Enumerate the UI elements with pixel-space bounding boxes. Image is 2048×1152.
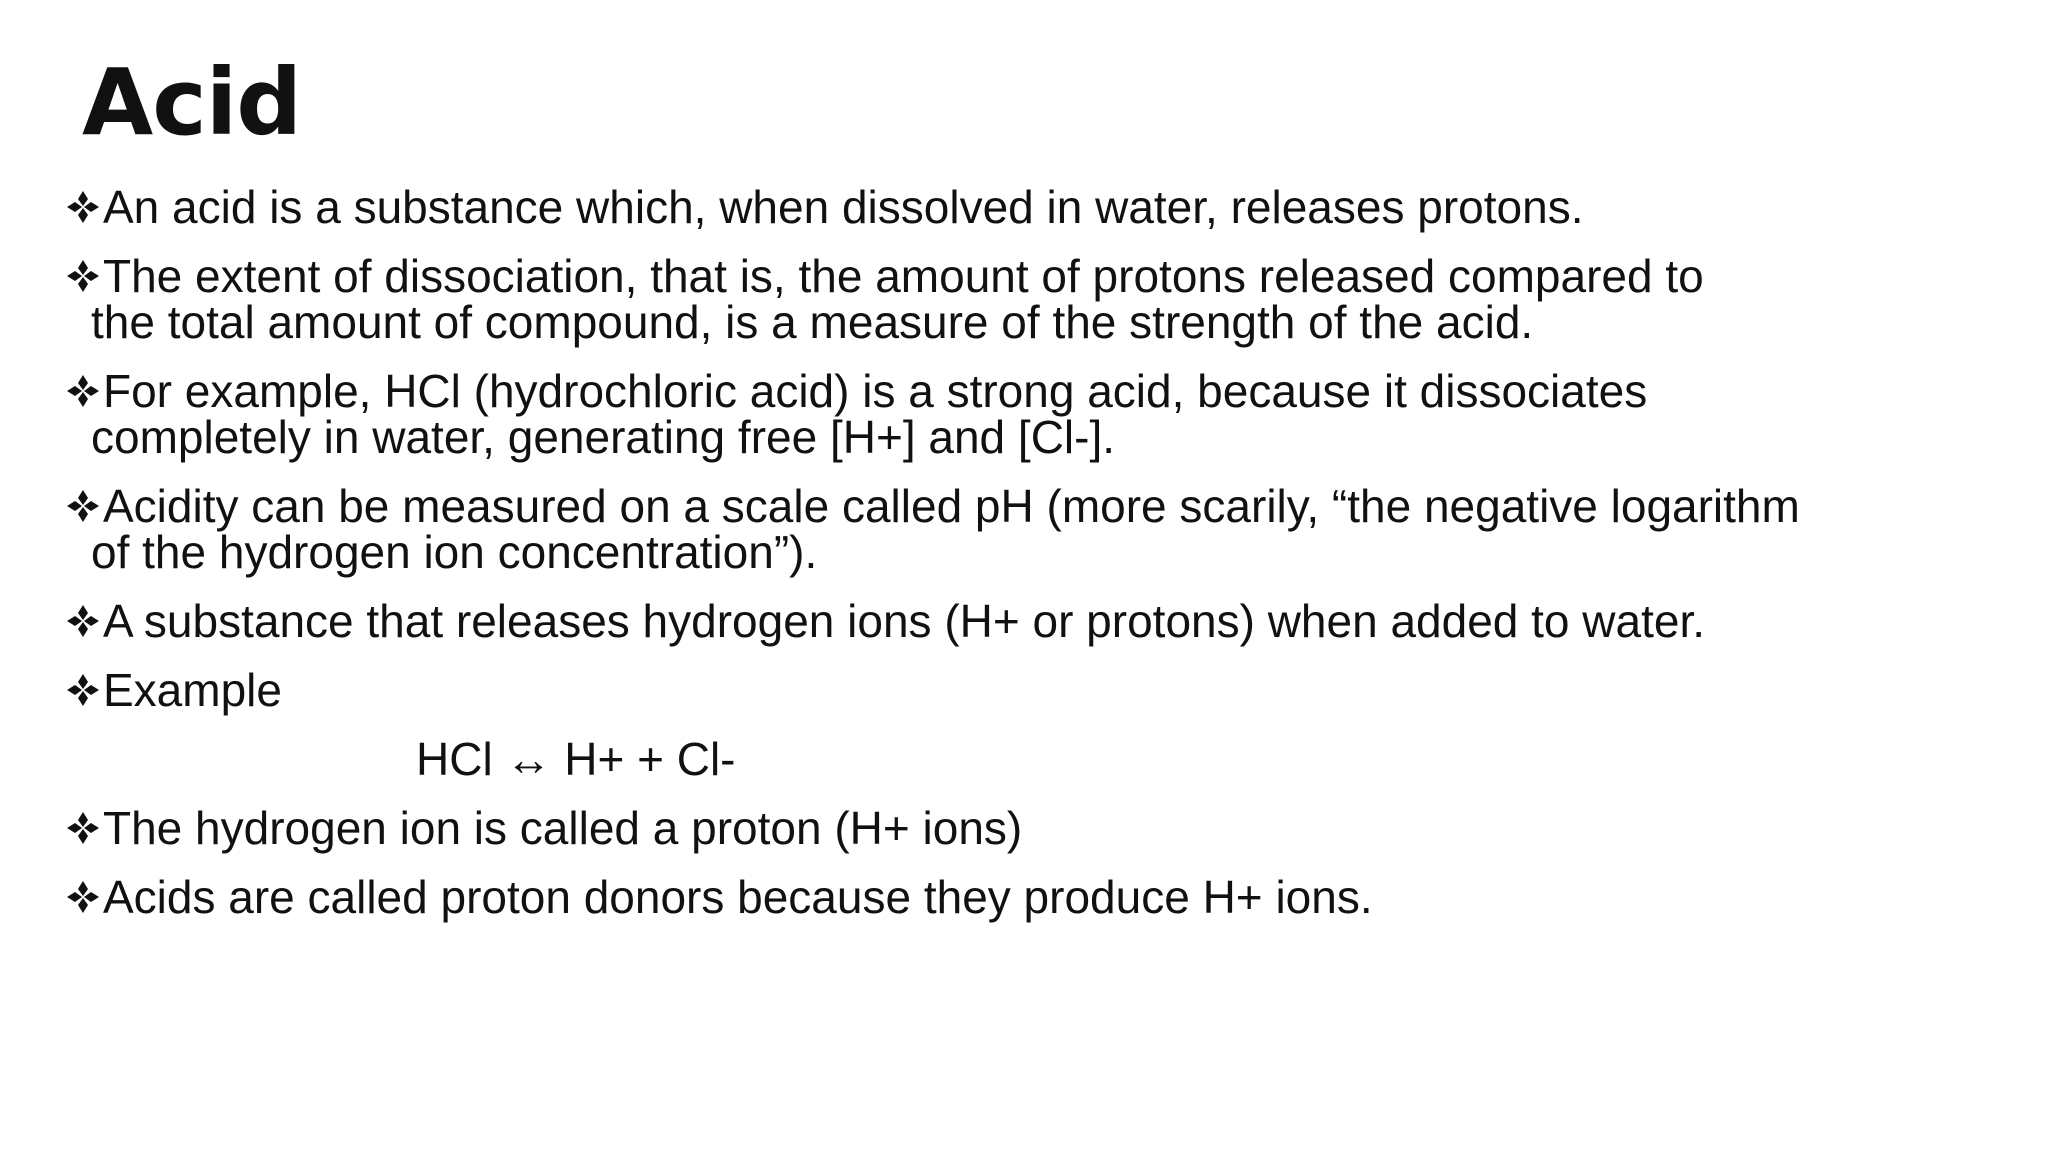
bullet-item: [66, 595, 2016, 647]
bullet-line: Acids are called proton donors because they produce H+ ions.: [103, 871, 1373, 923]
four-diamond-bullet-icon: [66, 374, 100, 408]
bullet-item: [66, 802, 2016, 854]
bullet-line: Acidity can be measured on a scale called pH (more scarily, “the negative logarithm: [103, 480, 1800, 532]
bullet-text: [103, 802, 2016, 854]
bullet-line: For example, HCl (hydrochloric acid) is a strong acid, because it dissociates: [103, 365, 1648, 417]
four-diamond-bullet-icon: [66, 673, 100, 707]
bullet-text: [91, 480, 2016, 578]
four-diamond-bullet-icon: [66, 190, 100, 224]
bullet-line: The hydrogen ion is called a proton (H+ ions): [103, 802, 1023, 854]
bullet-line: the total amount of compound, is a measure of the strength of the acid.: [91, 296, 1534, 348]
bullet-item: [66, 365, 2016, 463]
four-diamond-bullet-icon: [66, 489, 100, 523]
four-diamond-bullet-icon: [66, 811, 100, 845]
four-diamond-bullet-icon: [66, 259, 100, 293]
bullet-line: Example: [103, 664, 282, 716]
bullet-line: An acid is a substance which, when dissolved in water, releases protons.: [103, 181, 1584, 233]
bullet-line: A substance that releases hydrogen ions (H+ or protons) when added to water.: [103, 595, 1706, 647]
bullet-text: [103, 595, 2016, 647]
bullet-text: [91, 250, 2016, 348]
bullet-item: [66, 664, 2016, 716]
bullet-line: of the hydrogen ion concentration”).: [91, 526, 818, 578]
bullet-text: [103, 664, 2016, 716]
bullet-text: [103, 871, 2016, 923]
bullet-text: [103, 181, 2016, 233]
bullet-item: [66, 480, 2016, 578]
four-diamond-bullet-icon: [66, 880, 100, 914]
bullet-item: [66, 871, 2016, 923]
slide-title: Acid: [82, 49, 302, 156]
bullet-item: [66, 181, 2016, 233]
chemical-equation: HCl ↔ H+ + Cl-: [416, 733, 736, 785]
bullet-line: The extent of dissociation, that is, the amount of protons released compared to: [103, 250, 1704, 302]
bullet-line: completely in water, generating free [H+] and [Cl-].: [91, 411, 1116, 463]
bullet-list: [66, 181, 2016, 943]
bullet-text: [91, 365, 2016, 463]
four-diamond-bullet-icon: [66, 604, 100, 638]
bullet-item: [66, 250, 2016, 348]
